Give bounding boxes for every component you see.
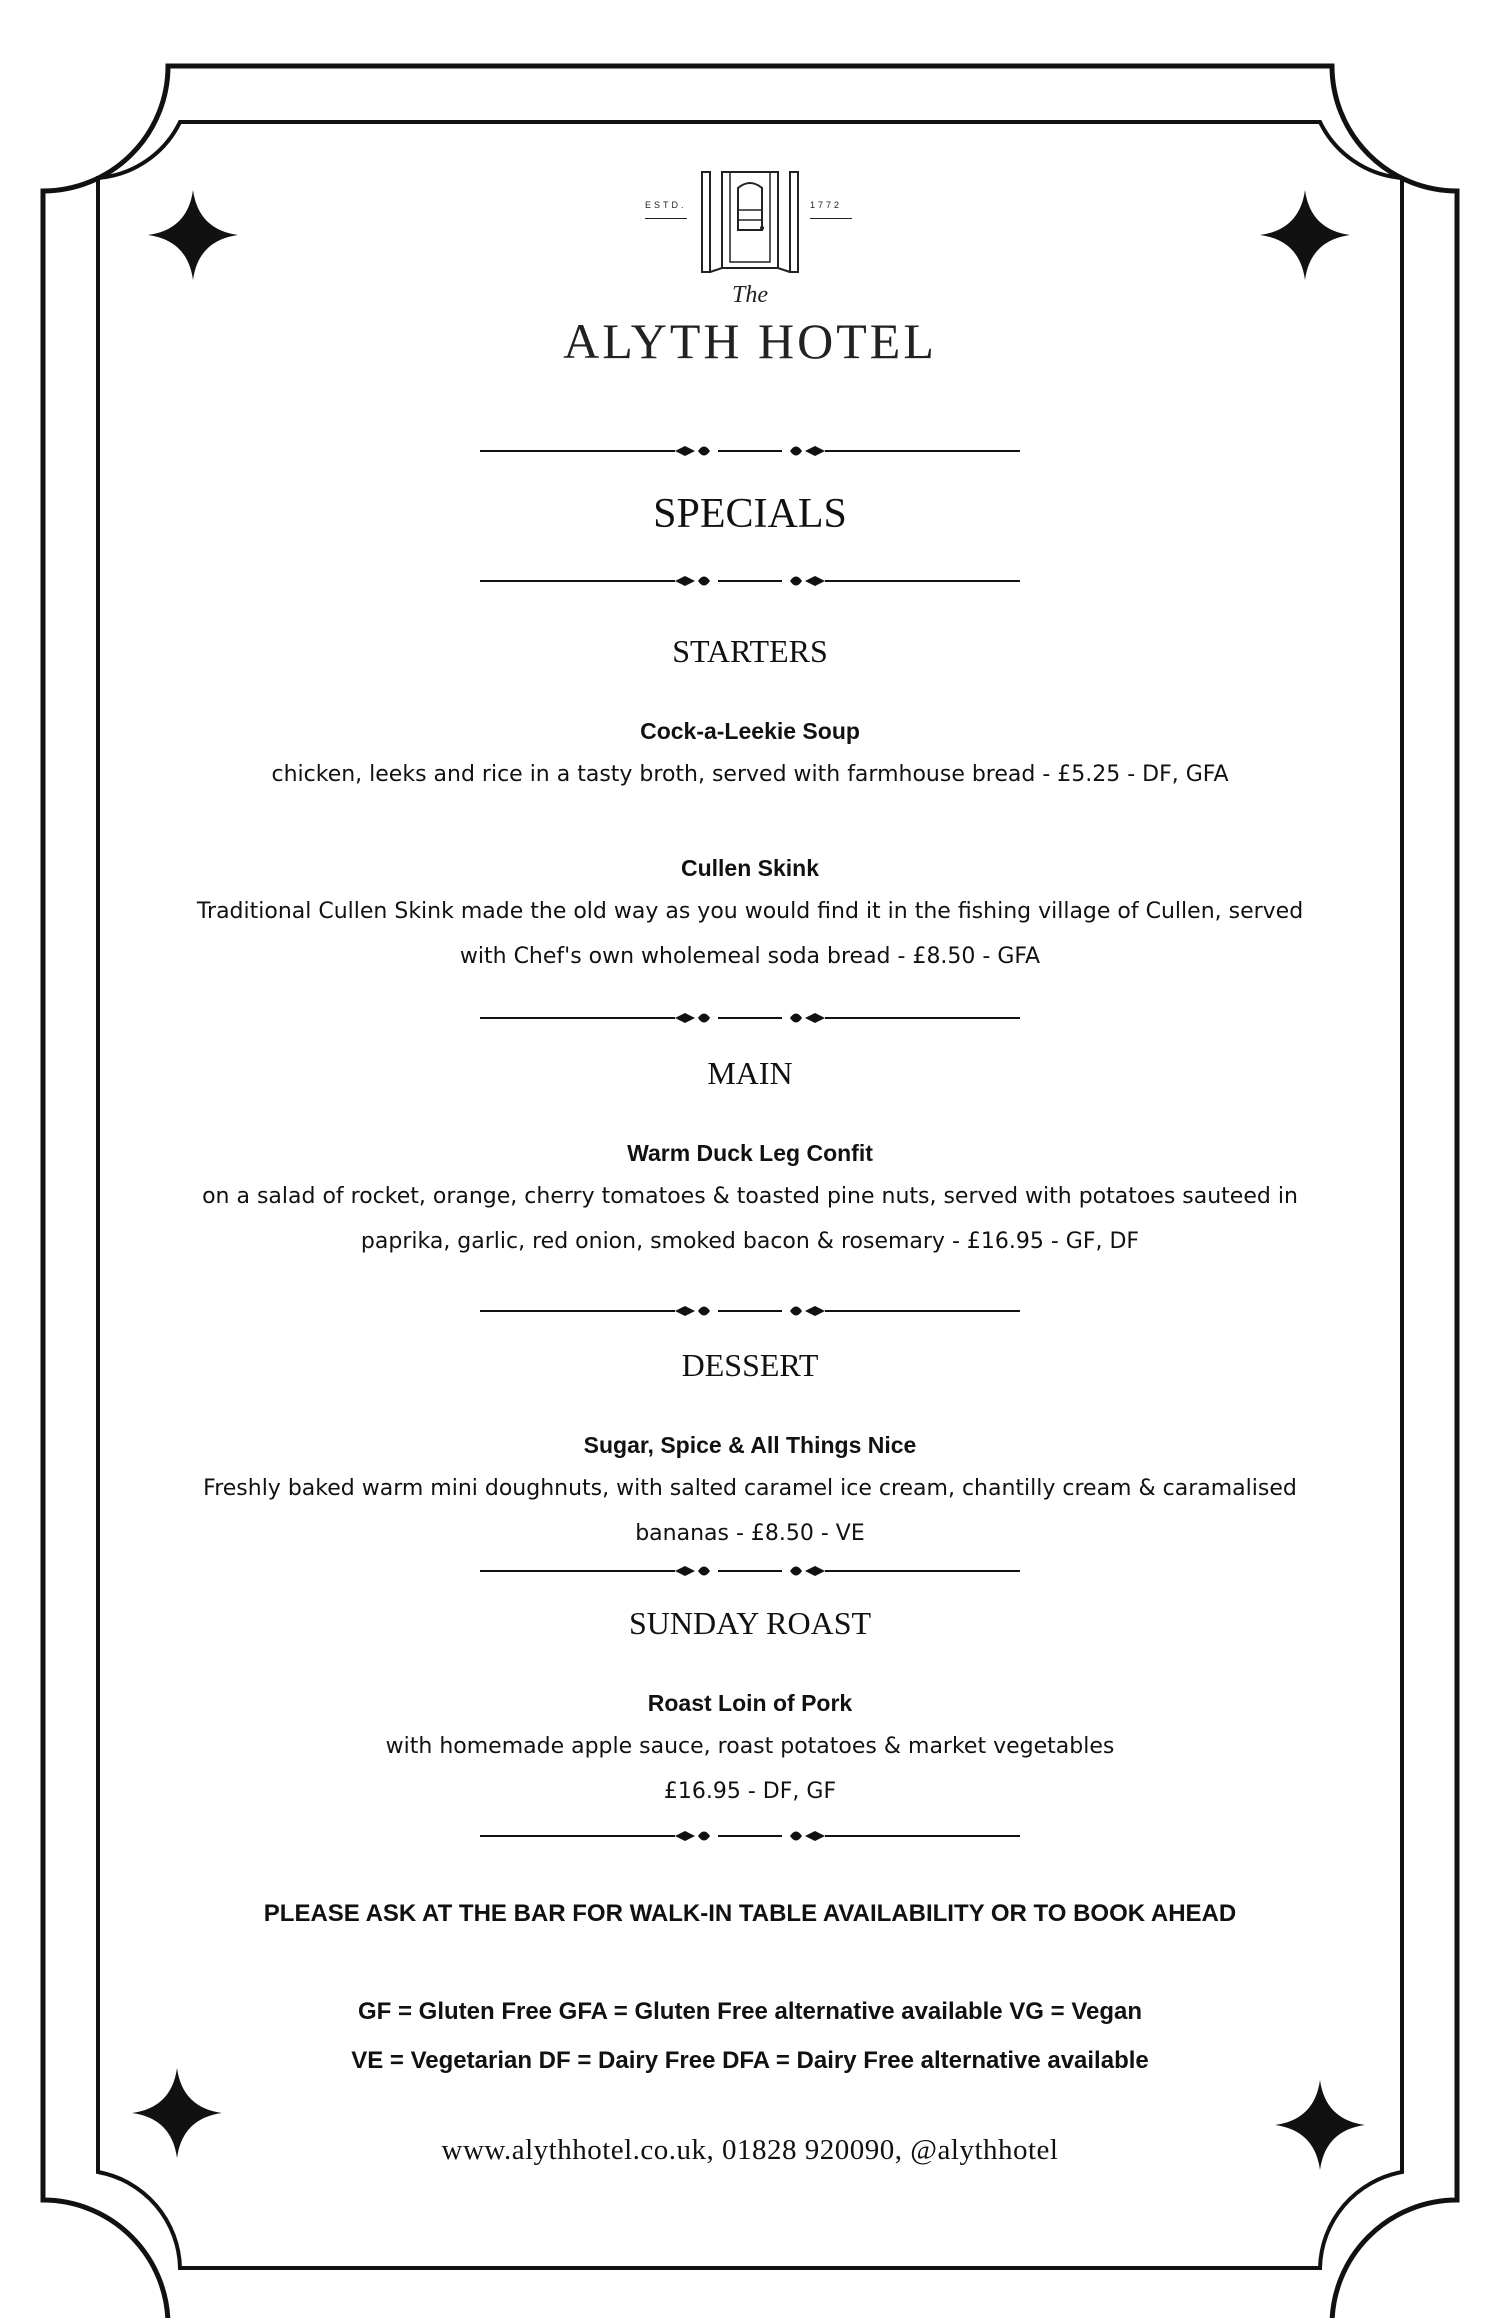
dietary-legend-line-1: GF = Gluten Free GFA = Gluten Free alternative available VG = Vegan xyxy=(357,1998,1143,2025)
logo-rule-right xyxy=(810,218,852,219)
menu-item-description: Traditional Cullen Skink made the old way as you would find it in the fishing village of Cullen, served with Chef's own wholemeal soda bread - £8.50 - GFA xyxy=(196,899,1304,969)
ornamental-divider-icon xyxy=(480,1560,1020,1582)
hotel-name: ALYTH HOTEL xyxy=(563,313,937,369)
menu-item-name: Cullen Skink xyxy=(680,855,820,881)
star-icon-top-right xyxy=(1260,190,1350,280)
menu-item-description: Freshly baked warm mini doughnuts, with salted caramel ice cream, chantilly cream & caramalised bananas - £8.50 - VE xyxy=(203,1476,1297,1546)
door-logo-icon xyxy=(700,170,800,280)
logo-rule-left xyxy=(645,218,687,219)
menu-item-name: Cock-a-Leekie Soup xyxy=(640,718,860,744)
estd-label: ESTD. xyxy=(645,200,687,210)
menu-item-description: on a salad of rocket, orange, cherry tomatoes & toasted pine nuts, served with potatoes sauteed in paprika, garlic, red onion, smoked bacon & rosemary - £16.95 - GF, DF xyxy=(202,1184,1298,1254)
ornamental-divider-icon xyxy=(480,570,1020,592)
ornamental-divider-icon xyxy=(480,440,1020,462)
section-heading-sunday-roast: SUNDAY ROAST xyxy=(628,1605,872,1641)
menu-item-description: chicken, leeks and rice in a tasty broth, served with farmhouse bread - £5.25 - DF, GFA xyxy=(271,762,1229,787)
menu-item-name: Sugar, Spice & All Things Nice xyxy=(583,1432,917,1458)
logo-the: The xyxy=(732,282,768,308)
star-icon-top-left xyxy=(148,190,238,280)
menu-item-name: Warm Duck Leg Confit xyxy=(627,1140,873,1166)
menu-item-description: with homemade apple sauce, roast potatoes & market vegetables xyxy=(385,1734,1115,1759)
section-heading-starters: STARTERS xyxy=(672,633,828,669)
dietary-legend-line-2: VE = Vegetarian DF = Dairy Free DFA = Dairy Free alternative available xyxy=(351,2047,1149,2074)
ornamental-divider-icon xyxy=(480,1825,1020,1847)
ornamental-divider-icon xyxy=(480,1300,1020,1322)
menu-item-price: £16.95 - DF, GF xyxy=(663,1779,837,1804)
contact-footer: www.alythhotel.co.uk, 01828 920090, @alythhotel xyxy=(441,2134,1059,2166)
section-heading-dessert: DESSERT xyxy=(681,1347,819,1383)
page-title: SPECIALS xyxy=(653,491,847,537)
menu-item-name: Roast Loin of Pork xyxy=(647,1690,853,1716)
estd-year: 1772 xyxy=(810,200,843,210)
booking-notice: PLEASE ASK AT THE BAR FOR WALK-IN TABLE AVAILABILITY OR TO BOOK AHEAD xyxy=(263,1900,1237,1927)
section-heading-main: MAIN xyxy=(707,1055,793,1091)
ornamental-divider-icon xyxy=(480,1007,1020,1029)
